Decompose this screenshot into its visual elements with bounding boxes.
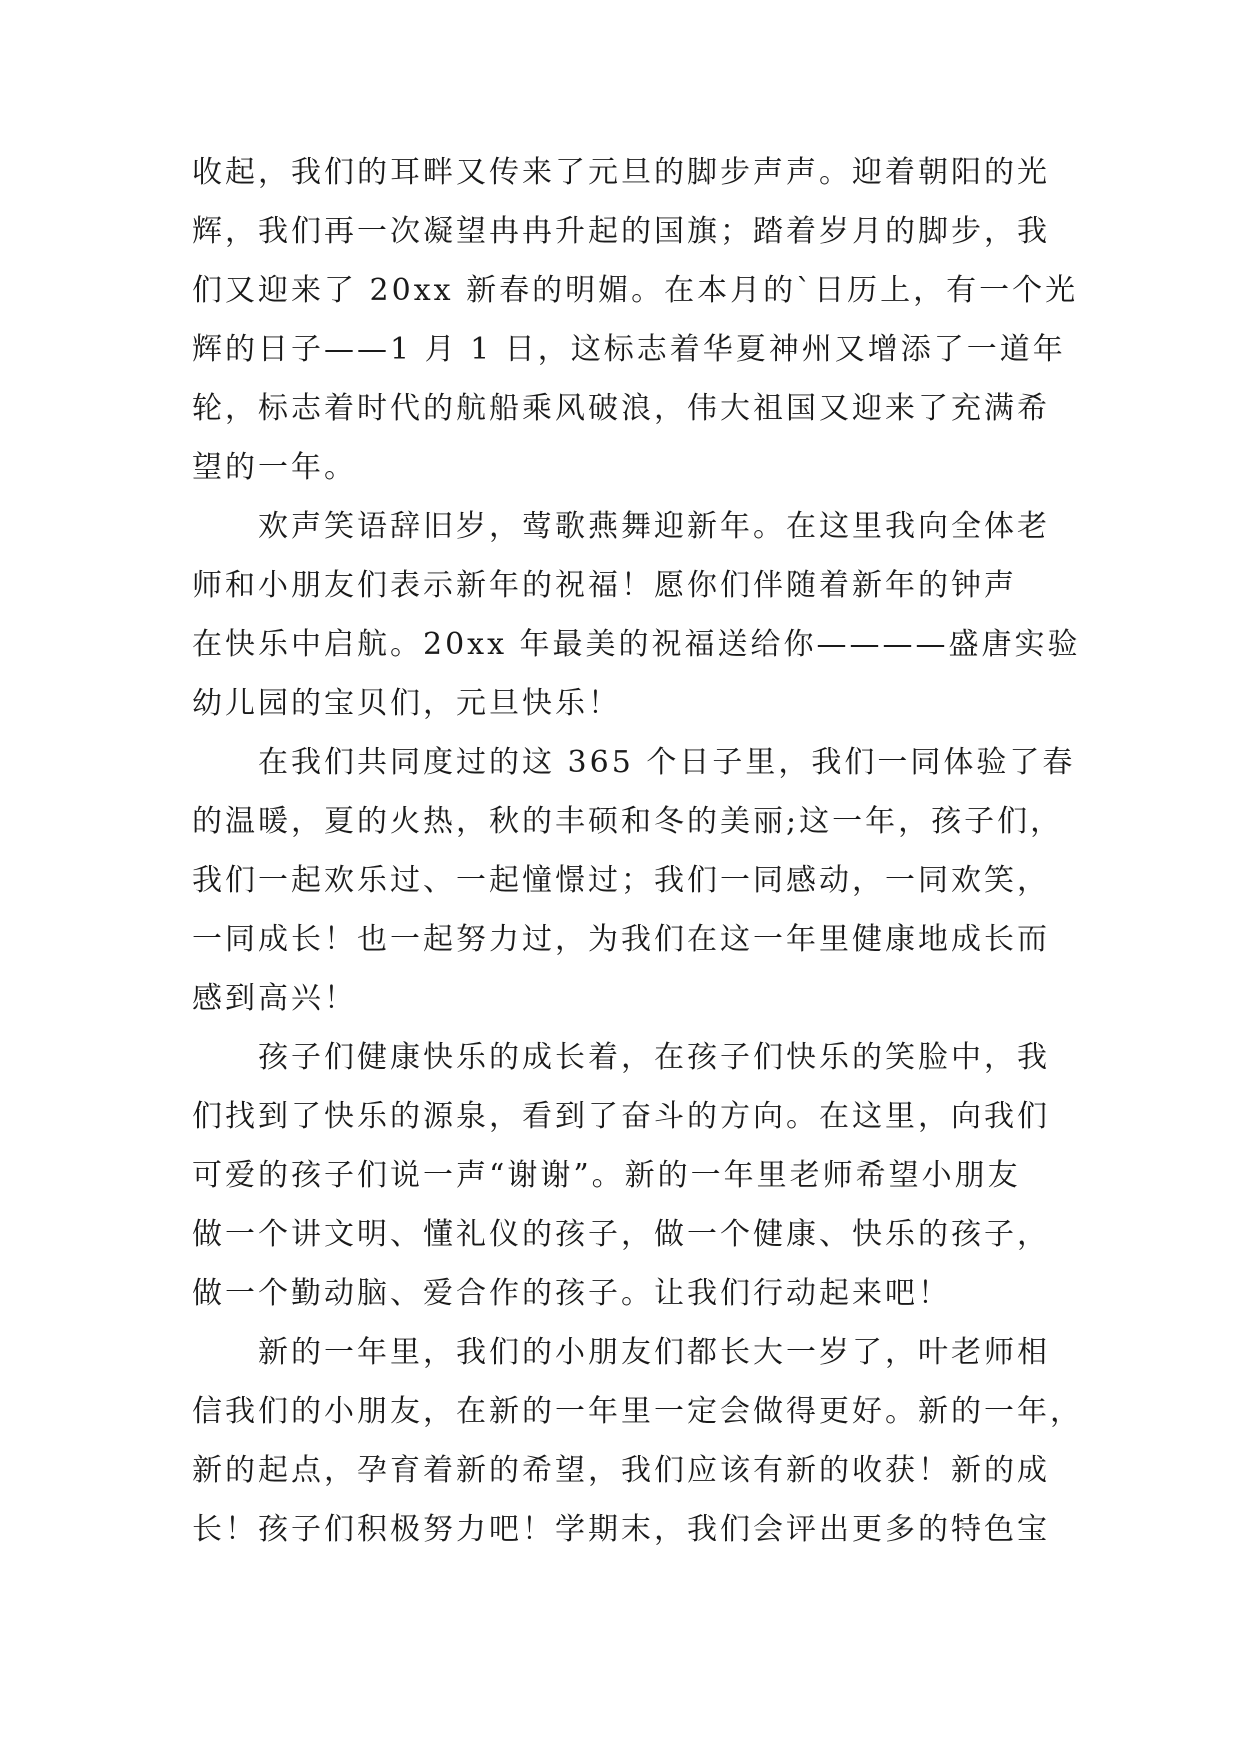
text-line: 辉的日子——1 月 1 日，这标志着华夏神州又增添了一道年 (192, 332, 1066, 367)
paragraph-4 (192, 1028, 1052, 1323)
text-line: 做一个勤动脑、爱合作的孩子。让我们行动起来吧！ (192, 1276, 951, 1311)
text-line: 我们一起欢乐过、一起憧憬过；我们一同感动，一同欢笑， (192, 863, 1050, 898)
paragraph-1 (192, 143, 1079, 497)
text-line: 的温暖，夏的火热，秋的丰硕和冬的美丽;这一年，孩子们， (192, 804, 1064, 839)
paragraph-2 (192, 497, 1081, 733)
text-line: 幼儿园的宝贝们，元旦快乐！ (192, 686, 621, 721)
text-line: 轮，标志着时代的航船乘风破浪，伟大祖国又迎来了充满希 (192, 391, 1050, 426)
text-line: 孩子们健康快乐的成长着，在孩子们快乐的笑脸中，我 (258, 1040, 1050, 1075)
text-line: 可爱的孩子们说一声“谢谢”。新的一年里老师希望小朋友 (192, 1158, 1021, 1193)
text-line: 们又迎来了 20xx 新春的明媚。在本月的`日历上，有一个光 (192, 273, 1079, 308)
paragraph-3 (192, 733, 1076, 1028)
document-body (192, 143, 1083, 1559)
text-line: 望的一年。 (192, 450, 357, 485)
text-line: 长！孩子们积极努力吧！学期末，我们会评出更多的特色宝 (192, 1512, 1050, 1547)
text-line: 们找到了快乐的源泉，看到了奋斗的方向。在这里，向我们 (192, 1099, 1050, 1134)
text-line: 感到高兴！ (192, 981, 357, 1016)
text-line: 欢声笑语辞旧岁，莺歌燕舞迎新年。在这里我向全体老 (258, 509, 1050, 544)
text-line: 在快乐中启航。20xx 年最美的祝福送给你————盛唐实验 (192, 627, 1081, 662)
text-line: 师和小朋友们表示新年的祝福！愿你们伴随着新年的钟声 (192, 568, 1017, 603)
text-line: 一同成长！也一起努力过，为我们在这一年里健康地成长而 (192, 922, 1050, 957)
text-line: 新的一年里，我们的小朋友们都长大一岁了，叶老师相 (258, 1335, 1050, 1370)
text-line: 做一个讲文明、懂礼仪的孩子，做一个健康、快乐的孩子， (192, 1217, 1050, 1252)
text-line: 辉，我们再一次凝望冉冉升起的国旗；踏着岁月的脚步，我 (192, 214, 1050, 249)
text-line: 信我们的小朋友，在新的一年里一定会做得更好。新的一年， (192, 1394, 1083, 1429)
text-line: 收起，我们的耳畔又传来了元旦的脚步声声。迎着朝阳的光 (192, 155, 1050, 190)
text-line: 新的起点，孕育着新的希望，我们应该有新的收获！新的成 (192, 1453, 1050, 1488)
paragraph-5 (192, 1323, 1083, 1559)
text-line: 在我们共同度过的这 365 个日子里，我们一同体验了春 (258, 745, 1076, 780)
